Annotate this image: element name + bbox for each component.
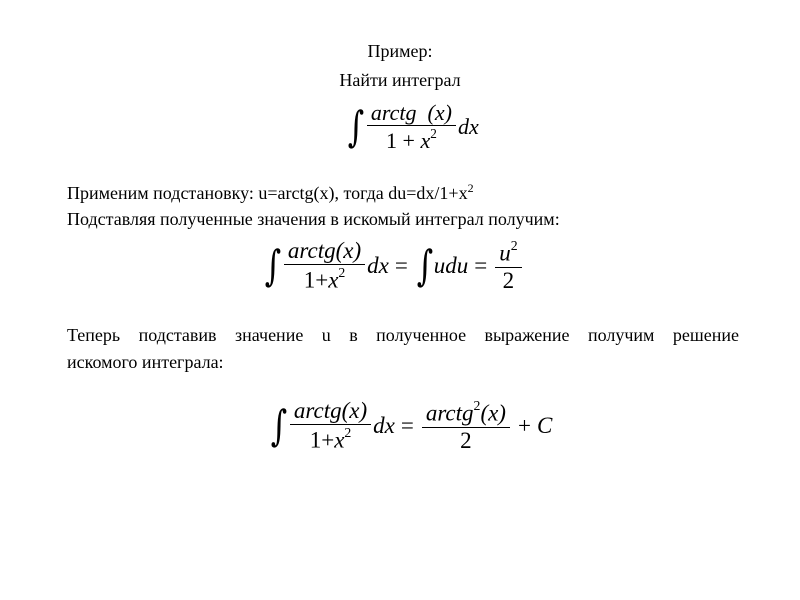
fraction-numerator: arctg$^2$(x): [422, 398, 510, 428]
fraction-denominator: $1+x^2$: [303, 265, 346, 293]
fraction-numerator: arctg(x): [284, 238, 365, 265]
integral-formula-result: [268, 398, 552, 454]
example-heading: Пример:: [367, 41, 433, 61]
integration-constant: C: [536, 413, 553, 439]
fraction-denominator: $1 + x^2$: [386, 126, 437, 154]
fraction: [367, 100, 456, 153]
differential: dx: [373, 413, 395, 439]
integral-sign: ∫: [264, 241, 282, 291]
result-fraction: [422, 398, 510, 454]
conclusion-line-1: Теперь подставив значение u в полученное выражение получим решение: [67, 325, 739, 345]
equals-sign: =: [394, 253, 408, 279]
integral-formula-task: [345, 100, 479, 153]
equals-sign: =: [474, 253, 488, 279]
udu-expression: udu: [433, 253, 469, 279]
plus-sign: +: [517, 413, 531, 439]
integral-sign: ∫: [270, 401, 288, 451]
differential: dx: [367, 253, 389, 279]
fraction-denominator: $1+x^2$: [309, 425, 352, 453]
argument: (x): [427, 100, 452, 125]
fraction-denominator: 2: [460, 427, 472, 453]
task-text: Найти интеграл: [339, 70, 461, 90]
integral-sign: ∫: [416, 241, 433, 291]
substitution-text: Применим подстановку: u=arctg(x), тогда $du=dx/1+x^2$: [67, 181, 474, 203]
equals-sign: =: [400, 413, 414, 439]
arctg-function: arctg: [370, 100, 417, 125]
fraction-numerator: arctg(x): [290, 398, 371, 425]
fraction-denominator: 2: [502, 267, 515, 293]
integral-formula-substitution: [262, 238, 524, 294]
fraction: [290, 398, 371, 454]
fraction: [284, 238, 365, 294]
substituting-text: Подставляя полученные значения в искомый интеграл получим:: [67, 209, 560, 229]
differential: dx: [457, 113, 479, 139]
fraction-numerator: $u^2$: [495, 238, 521, 268]
fraction-numerator: [367, 100, 456, 126]
result-fraction: [495, 238, 521, 294]
conclusion-line-2: искомого интеграла:: [67, 352, 224, 372]
integral-sign: ∫: [347, 101, 365, 151]
